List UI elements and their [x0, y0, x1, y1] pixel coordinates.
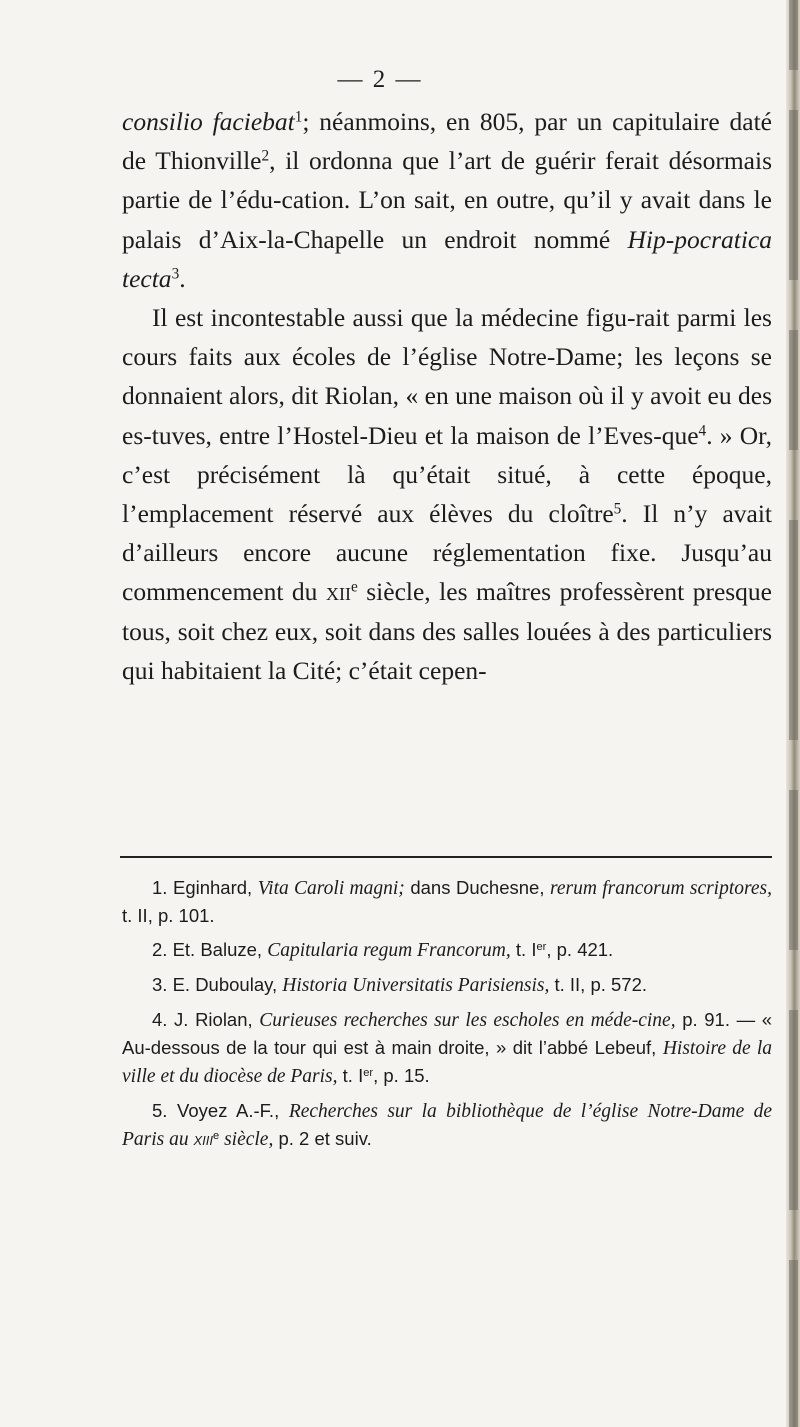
footnote-title: Capitularia regum Francorum, — [267, 940, 511, 961]
footnote-ref-4: 4 — [698, 422, 707, 440]
footnote-text: 3. E. Duboulay, — [152, 974, 283, 995]
footnote-text: , p. 421. — [546, 939, 614, 960]
latin-phrase: Hip-pocratica tecta — [122, 224, 772, 293]
paragraph-1-text: ; néanmoins, en 805, par un capitulaire daté de Thionville — [122, 107, 772, 176]
footnote-text: p. 2 et suiv. — [273, 1128, 372, 1149]
main-text — [122, 102, 772, 690]
footnote-2 — [122, 936, 772, 964]
footnote-text: , p. 15. — [373, 1065, 430, 1086]
century-suffix: e — [350, 579, 358, 597]
paragraph-2-text: . » Or, c’est précisément là qu’était situé, à cette époque, l’emplacement réservé aux élèves du cloître — [122, 420, 772, 529]
footnote-1 — [122, 874, 772, 929]
footnote-ref-2: 2 — [261, 147, 270, 165]
footnotes — [122, 874, 772, 1160]
footnote-text: 5. Voyez A.-F., — [152, 1100, 289, 1121]
footnote-title: Historia Universitatis Parisiensis, — [282, 975, 550, 996]
paragraph-2-text: siècle, les maîtres professèrent presque tous, soit chez eux, soit dans des salles louées à des particuliers qui habitaient la Cité; c’était cepen- — [122, 577, 773, 685]
paragraph-2-text: . Il n’y avait d’ailleurs encore aucune réglementation fixe. Jusqu’au commencement du — [122, 499, 773, 607]
footnote-5 — [122, 1097, 772, 1153]
footnote-ref-3: 3 — [171, 265, 180, 283]
footnote-separator — [120, 856, 772, 858]
footnote-text: t. I — [510, 939, 537, 960]
paragraph-2 — [122, 298, 772, 690]
century-numeral: xiii — [193, 1128, 214, 1149]
footnote-text: 4. J. Riolan, — [152, 1009, 260, 1030]
footnote-text: 2. Et. Baluze, — [152, 939, 268, 960]
century-suffix: e — [213, 1129, 220, 1142]
footnote-sup: er — [363, 1066, 374, 1079]
footnote-title: Vita Caroli magni; — [257, 878, 405, 899]
footnote-title: Recherches sur la bibliothèque de l’église Notre-Dame de Paris au — [122, 1101, 772, 1150]
footnote-4 — [122, 1006, 772, 1090]
footnote-text: t. I — [337, 1065, 364, 1086]
paragraph-2-text: Il est incontestable aussi que la médecine figu-rait parmi les cours faits aux écoles de l’église Notre-Dame; les leçons se donnaient alors, dit Riolan, « en une maison où il y avoit eu des es-tuves, entre l’Hostel-Dieu et la maison de l’Eves-que — [122, 303, 772, 450]
footnote-text: t. II, p. 572. — [549, 974, 648, 995]
footnote-title: siècle, — [219, 1129, 274, 1150]
footnote-text: 1. Eginhard, — [152, 877, 258, 898]
footnote-3 — [122, 971, 772, 999]
latin-phrase: consilio faciebat — [122, 107, 295, 136]
footnote-ref-1: 1 — [294, 108, 303, 126]
paragraph-1-text: , il ordonna que l’art de guérir ferait désormais partie de l’édu-cation. L’on sait, en outre, qu’il y avait dans le palais d’Aix-la-Chapelle un endroit nommé — [122, 146, 773, 254]
footnote-title: Histoire de la ville et du diocèse de Paris, — [122, 1038, 772, 1087]
footnote-text: dans Duchesne, — [404, 877, 551, 898]
footnote-title: Curieuses recherches sur les escholes en méde-cine, — [259, 1010, 676, 1031]
paragraph-1-text: . — [179, 263, 186, 293]
page-edge-shadow — [786, 0, 800, 1427]
footnote-text: t. II, p. 101. — [122, 905, 215, 926]
footnote-title: rerum francorum scriptores, — [550, 878, 773, 899]
page-number: — 2 — — [337, 66, 423, 93]
century-numeral: xii — [325, 577, 351, 607]
footnote-sup: er — [536, 940, 547, 953]
footnote-text: p. 91. — « Au-dessous de la tour qui est à main droite, » dit l’abbé Lebeuf, — [122, 1009, 773, 1058]
footnote-ref-5: 5 — [613, 500, 622, 518]
paragraph-1 — [122, 102, 772, 298]
